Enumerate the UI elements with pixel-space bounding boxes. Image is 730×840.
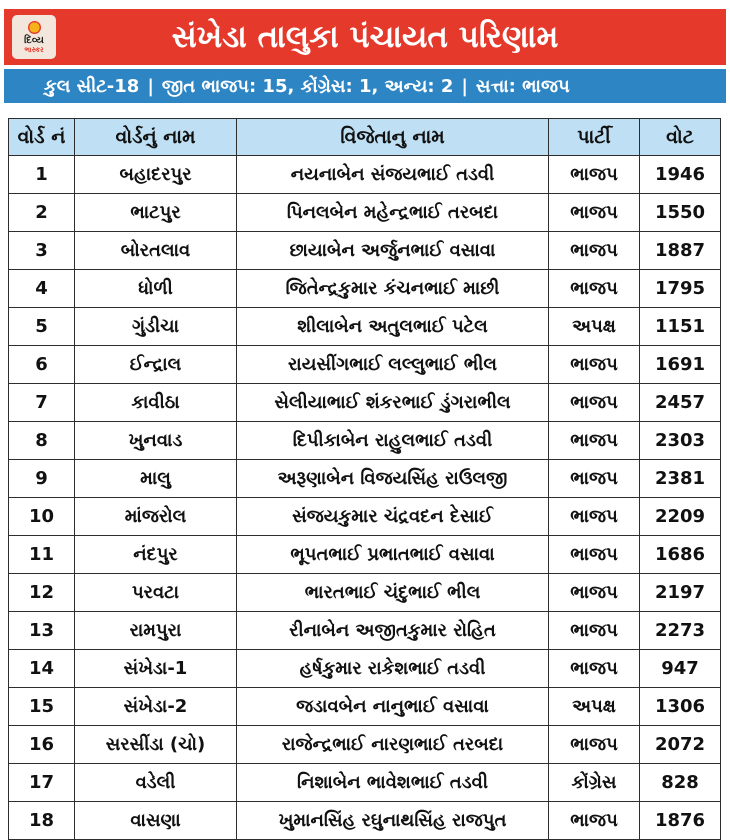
cell-votes: 1686 — [640, 536, 721, 574]
cell-ward-name: ધોળી — [75, 270, 237, 308]
header-party: પાર્ટી — [549, 119, 640, 156]
cell-votes: 1876 — [640, 802, 721, 840]
cell-ward-no: 10 — [9, 498, 75, 536]
cell-winner-name: ભૂપતભાઈ પ્રભાતભાઈ વસાવા — [237, 536, 549, 574]
cell-ward-no: 4 — [9, 270, 75, 308]
cell-winner-name: સેલીયાભાઈ શંકરભાઈ ડુંગરાભીલ — [237, 384, 549, 422]
header-ward-name: વોર્ડનું નામ — [75, 119, 237, 156]
table-row — [9, 194, 721, 232]
cell-votes: 1887 — [640, 232, 721, 270]
cell-party: ભાજપ — [549, 726, 640, 764]
table-row — [9, 270, 721, 308]
cell-votes: 2273 — [640, 612, 721, 650]
cell-votes: 2072 — [640, 726, 721, 764]
cell-party: ભાજપ — [549, 346, 640, 384]
cell-ward-no: 13 — [9, 612, 75, 650]
cell-votes: 2197 — [640, 574, 721, 612]
table-row — [9, 726, 721, 764]
cell-ward-no: 15 — [9, 688, 75, 726]
cell-votes: 1306 — [640, 688, 721, 726]
cell-party: ભાજપ — [549, 194, 640, 232]
cell-winner-name: નિશાબેન ભાવેશભાઈ તડવી — [237, 764, 549, 802]
cell-ward-no: 5 — [9, 308, 75, 346]
cell-winner-name: શીલાબેન અતુલભાઈ પટેલ — [237, 308, 549, 346]
cell-party: કોંગ્રેસ — [549, 764, 640, 802]
cell-winner-name: સંજયકુમાર ચંદ્રવદન દેસાઈ — [237, 498, 549, 536]
cell-ward-no: 8 — [9, 422, 75, 460]
cell-ward-name: રામપુરા — [75, 612, 237, 650]
cell-ward-name: કાવીઠા — [75, 384, 237, 422]
cell-winner-name: છાયાબેન અર્જુનભાઈ વસાવા — [237, 232, 549, 270]
cell-ward-name: વાસણા — [75, 802, 237, 840]
cell-votes: 1151 — [640, 308, 721, 346]
cell-ward-name: ગુંડીચા — [75, 308, 237, 346]
table-row — [9, 536, 721, 574]
cell-ward-name: સંખેડા-1 — [75, 650, 237, 688]
summary-power: સત્તા: ભાજપ — [475, 75, 570, 97]
cell-ward-name: માલુ — [75, 460, 237, 498]
cell-votes: 2209 — [640, 498, 721, 536]
cell-party: ભાજપ — [549, 574, 640, 612]
cell-winner-name: અરૂણાબેન વિજયસિંહ રાઉલજી — [237, 460, 549, 498]
cell-winner-name: દિપીકાબેન રાહુલભાઈ તડવી — [237, 422, 549, 460]
cell-ward-no: 12 — [9, 574, 75, 612]
cell-votes: 1795 — [640, 270, 721, 308]
cell-ward-name: ખુનવાડ — [75, 422, 237, 460]
summary-wins: જીત ભાજપ: 15, કોંગ્રેસ: 1, અન્ય: 2 — [161, 75, 454, 97]
cell-ward-no: 14 — [9, 650, 75, 688]
table-row — [9, 650, 721, 688]
cell-party: ભાજપ — [549, 612, 640, 650]
cell-ward-no: 3 — [9, 232, 75, 270]
cell-ward-name: સરસીંડા (ચો) — [75, 726, 237, 764]
cell-votes: 828 — [640, 764, 721, 802]
cell-ward-no: 1 — [9, 156, 75, 194]
header-votes: વોટ — [640, 119, 721, 156]
table-row — [9, 422, 721, 460]
cell-ward-name: ઈન્દ્રાલ — [75, 346, 237, 384]
cell-party: ભાજપ — [549, 460, 640, 498]
cell-party: અપક્ષ — [549, 308, 640, 346]
header-ward-no: વોર્ડ નં — [9, 119, 75, 156]
cell-ward-no: 17 — [9, 764, 75, 802]
table-row — [9, 498, 721, 536]
cell-winner-name: રાયસીંગભાઈ લલ્લુભાઈ ભીલ — [237, 346, 549, 384]
cell-party: ભાજપ — [549, 422, 640, 460]
summary-bar — [4, 69, 726, 103]
table-row — [9, 802, 721, 840]
cell-party: ભાજપ — [549, 498, 640, 536]
cell-party: ભાજપ — [549, 232, 640, 270]
cell-party: ભાજપ — [549, 536, 640, 574]
cell-ward-no: 9 — [9, 460, 75, 498]
cell-winner-name: ભારતભાઈ ચંદુભાઈ ભીલ — [237, 574, 549, 612]
table-row — [9, 574, 721, 612]
cell-ward-name: વડેલી — [75, 764, 237, 802]
cell-votes: 2381 — [640, 460, 721, 498]
cell-ward-no: 6 — [9, 346, 75, 384]
cell-party: ભાજપ — [549, 270, 640, 308]
logo-text-top: દિવ્ય — [24, 34, 44, 46]
cell-winner-name: હર્ષકુમાર રાકેશભાઈ તડવી — [237, 650, 549, 688]
cell-winner-name: પિનલબેન મહેન્દ્રભાઈ તરબદા — [237, 194, 549, 232]
cell-votes: 2457 — [640, 384, 721, 422]
table-row — [9, 346, 721, 384]
cell-votes: 1946 — [640, 156, 721, 194]
cell-votes: 2303 — [640, 422, 721, 460]
results-table — [8, 118, 721, 840]
cell-ward-name: ભાટપુર — [75, 194, 237, 232]
cell-ward-no: 7 — [9, 384, 75, 422]
page-title: સંખેડા તાલુકા પંચાયત પરિણામ — [171, 18, 559, 55]
cell-winner-name: જિતેન્દ્રકુમાર કંચનભાઈ માછી — [237, 270, 549, 308]
cell-winner-name: રીનાબેન અજીતકુમાર રોહિત — [237, 612, 549, 650]
cell-winner-name: ખુમાનસિંહ રઘુનાથસિંહ રાજપુત — [237, 802, 549, 840]
logo-text-bottom: ભાસ્કર — [24, 45, 44, 54]
cell-ward-no: 2 — [9, 194, 75, 232]
cell-party: ભાજપ — [549, 156, 640, 194]
separator: | — [147, 75, 154, 97]
summary-total-seats: કુલ સીટ-18 — [44, 75, 140, 97]
cell-ward-no: 16 — [9, 726, 75, 764]
cell-votes: 1691 — [640, 346, 721, 384]
table-row — [9, 384, 721, 422]
cell-ward-name: માંજરોલ — [75, 498, 237, 536]
cell-ward-name: બોરતલાવ — [75, 232, 237, 270]
table-row — [9, 764, 721, 802]
cell-votes: 947 — [640, 650, 721, 688]
table-row — [9, 156, 721, 194]
cell-ward-name: પરવટા — [75, 574, 237, 612]
cell-winner-name: રાજેન્દ્રભાઈ નારણભાઈ તરબદા — [237, 726, 549, 764]
table-row — [9, 612, 721, 650]
header-winner-name: વિજેતાનુ નામ — [237, 119, 549, 156]
table-body — [9, 156, 721, 840]
table-row — [9, 232, 721, 270]
cell-party: અપક્ષ — [549, 688, 640, 726]
cell-ward-name: નંદપુર — [75, 536, 237, 574]
cell-party: ભાજપ — [549, 384, 640, 422]
cell-party: ભાજપ — [549, 650, 640, 688]
table-header-row — [9, 119, 721, 156]
cell-votes: 1550 — [640, 194, 721, 232]
title-banner — [4, 9, 726, 65]
cell-party: ભાજપ — [549, 802, 640, 840]
cell-ward-no: 18 — [9, 802, 75, 840]
table-row — [9, 460, 721, 498]
table-row — [9, 308, 721, 346]
cell-ward-name: સંખેડા-2 — [75, 688, 237, 726]
cell-ward-no: 11 — [9, 536, 75, 574]
table-row — [9, 688, 721, 726]
cell-winner-name: નયનાબેન સંજયભાઈ તડવી — [237, 156, 549, 194]
cell-ward-name: બહાદરપુર — [75, 156, 237, 194]
cell-winner-name: જડાવબેન નાનુભાઈ વસાવા — [237, 688, 549, 726]
separator: | — [461, 75, 468, 97]
